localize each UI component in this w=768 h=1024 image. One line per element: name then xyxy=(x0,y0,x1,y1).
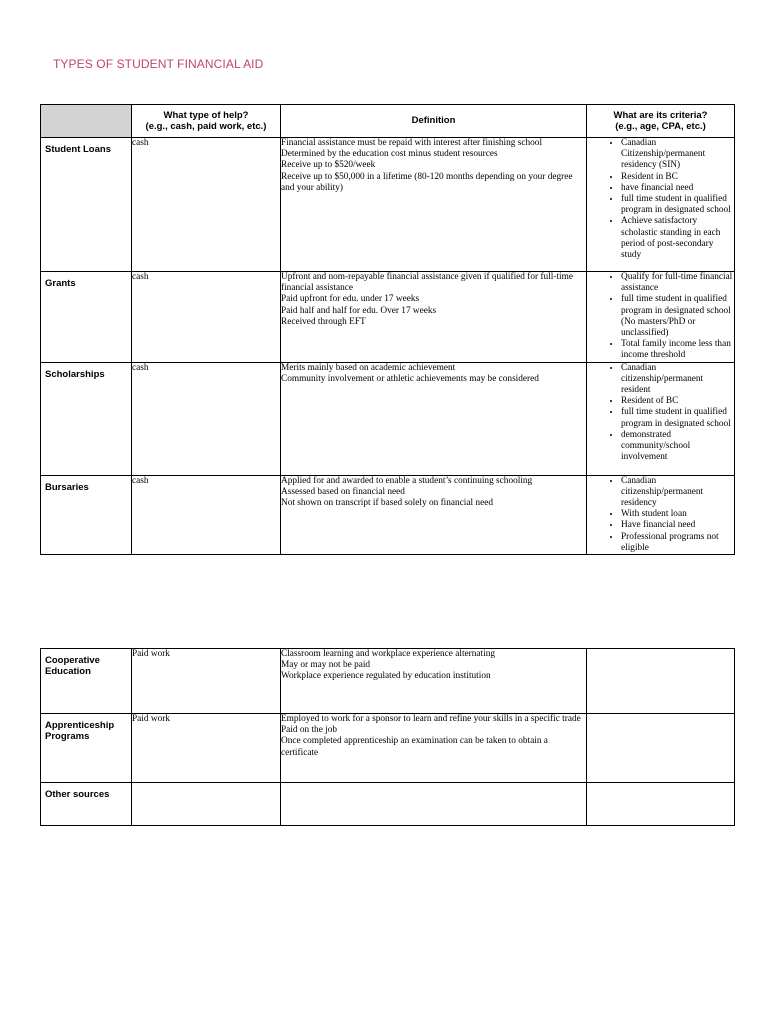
row-label-grants: Grants xyxy=(41,272,132,363)
table-row xyxy=(41,475,735,554)
row-label-other-sources: Other sources xyxy=(41,783,132,826)
criteria-item: • full time student in qualified program in designated school xyxy=(621,194,734,216)
type-header: What type of help? (e.g., cash, paid work, etc.) xyxy=(132,105,281,138)
table-row xyxy=(41,138,735,272)
definition-cell: Upfront and nom-repayable financial assistance given if qualified for full-time financial assistance Paid upfront for edu. under 17 weeks Paid half and half for edu. Over 17 weeks Received through EFT xyxy=(281,272,587,363)
table-row xyxy=(41,783,735,826)
type-cell: Paid work xyxy=(132,649,281,714)
criteria-header: What are its criteria? (e.g., age, CPA, etc.) xyxy=(587,105,735,138)
criteria-cell xyxy=(587,362,735,475)
financial-aid-table xyxy=(40,104,735,555)
criteria-item: • Canadian Citizenship/permanent residency (SIN) xyxy=(621,138,734,172)
type-cell: cash xyxy=(132,272,281,363)
table-row xyxy=(41,714,735,783)
definition-cell: Merits mainly based on academic achievement Community involvement or athletic achievements may be considered xyxy=(281,362,587,475)
criteria-item: • demonstrated community/school involvement xyxy=(621,430,734,464)
definition-cell: Employed to work for a sponsor to learn and refine your skills in a specific trade Paid on the job Once completed apprenticeship an examination can be taken to obtain a certificate xyxy=(281,714,587,783)
table-row xyxy=(41,362,735,475)
criteria-item: • full time student in qualified program in designated school (No masters/PhD or unclassified) xyxy=(621,294,734,339)
page-title: TYPES OF STUDENT FINANCIAL AID xyxy=(53,57,264,71)
type-cell xyxy=(132,783,281,826)
row-label-apprenticeship-programs: Apprenticeship Programs xyxy=(41,714,132,783)
blank-header-cell xyxy=(41,105,132,138)
definition-cell xyxy=(281,783,587,826)
table-header-row xyxy=(41,105,735,138)
criteria-cell xyxy=(587,272,735,363)
criteria-list xyxy=(587,476,734,554)
definition-cell: Applied for and awarded to enable a student’s continuing schooling Assessed based on financial need Not shown on transcript if based solely on financial need xyxy=(281,475,587,554)
row-label-scholarships: Scholarships xyxy=(41,362,132,475)
work-programs-table xyxy=(40,648,735,826)
criteria-item: • full time student in qualified program in designated school xyxy=(621,407,734,429)
definition-header: Definition xyxy=(281,105,587,138)
criteria-item: • With student loan xyxy=(621,509,734,520)
criteria-item: • have financial need xyxy=(621,183,734,194)
criteria-item: • Professional programs not eligible xyxy=(621,532,734,554)
criteria-list xyxy=(587,138,734,261)
criteria-cell xyxy=(587,649,735,714)
criteria-cell xyxy=(587,138,735,272)
criteria-item: • Qualify for full-time financial assistance xyxy=(621,272,734,294)
row-label-cooperative-education: Cooperative Education xyxy=(41,649,132,714)
row-label-student-loans: Student Loans xyxy=(41,138,132,272)
criteria-item: • Achieve satisfactory scholastic standing in each period of post-secondary study xyxy=(621,216,734,261)
criteria-item: • Have financial need xyxy=(621,520,734,531)
criteria-list xyxy=(587,272,734,362)
type-cell: cash xyxy=(132,475,281,554)
criteria-cell xyxy=(587,783,735,826)
type-cell: cash xyxy=(132,362,281,475)
row-label-bursaries: Bursaries xyxy=(41,475,132,554)
table-row xyxy=(41,649,735,714)
criteria-list xyxy=(587,363,734,464)
criteria-item: • Resident in BC xyxy=(621,172,734,183)
criteria-cell xyxy=(587,475,735,554)
criteria-item: • Canadian citizenship/permanent resident xyxy=(621,363,734,397)
type-cell: Paid work xyxy=(132,714,281,783)
table-row xyxy=(41,272,735,363)
criteria-cell xyxy=(587,714,735,783)
criteria-item: • Canadian citizenship/permanent residency xyxy=(621,476,734,510)
definition-cell: Financial assistance must be repaid with interest after finishing school Determined by the education cost minus student resources Receive up to $520/week Receive up to $50,000 in a lifetime (80-120 months depending on your degree and your ability) xyxy=(281,138,587,272)
criteria-item: • Resident of BC xyxy=(621,396,734,407)
definition-cell: Classroom learning and workplace experience alternating May or may not be paid Workplace experience regulated by education institution xyxy=(281,649,587,714)
criteria-item: • Total family income less than income threshold xyxy=(621,339,734,361)
type-cell: cash xyxy=(132,138,281,272)
